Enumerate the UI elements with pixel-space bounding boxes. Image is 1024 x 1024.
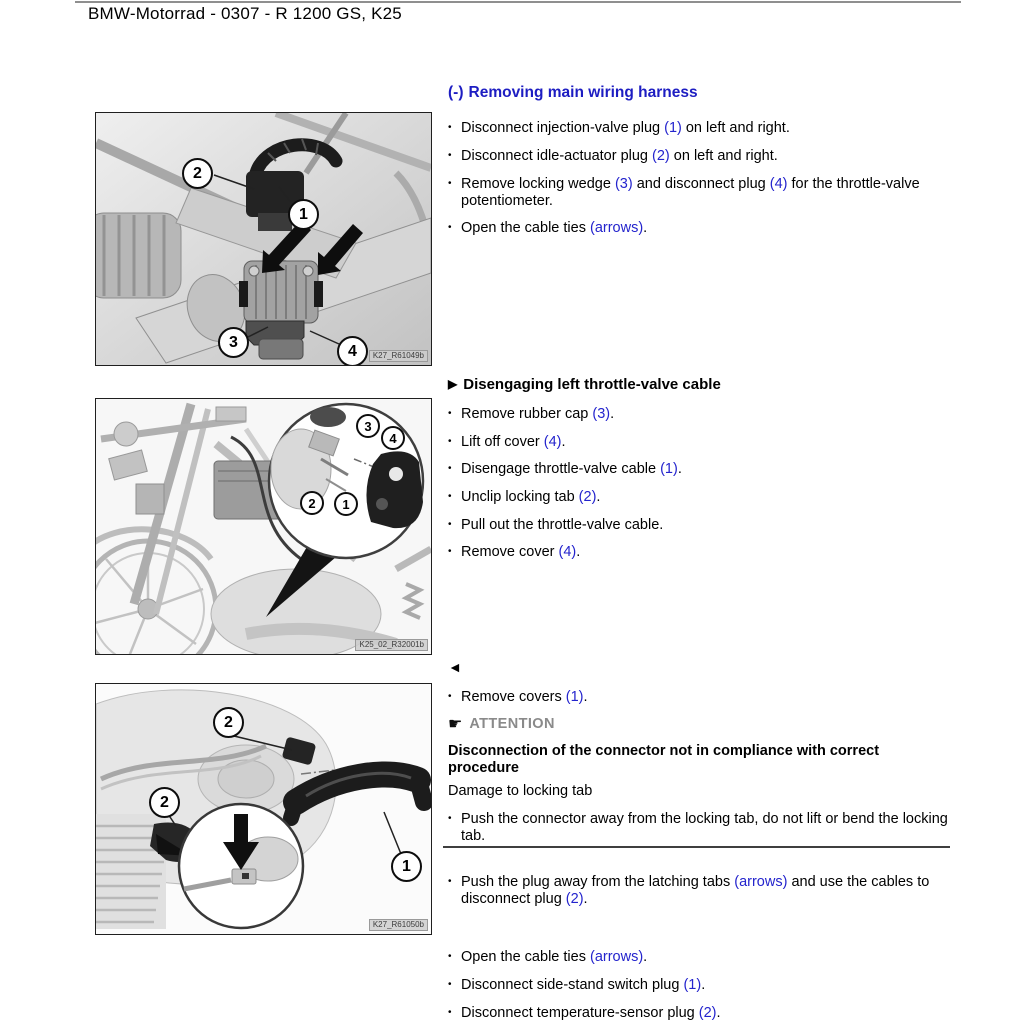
- text-segment: Remove rubber cap: [461, 406, 593, 422]
- text-segment: .: [677, 461, 682, 477]
- callout-2: 2: [182, 158, 213, 189]
- figure-watermark: K27_R61050b: [369, 919, 428, 931]
- bullet-marker: •: [448, 691, 452, 702]
- text-segment: Open the cable ties: [461, 220, 590, 236]
- bullet-marker: •: [448, 222, 452, 233]
- pointing-hand-icon: ☛: [448, 716, 463, 733]
- list-item: [448, 517, 965, 534]
- text-segment: .: [610, 406, 615, 422]
- figure-watermark: K27_R61049b: [369, 350, 428, 362]
- bullet-marker: •: [448, 122, 452, 133]
- list-item: [448, 1005, 965, 1022]
- text-segment: .: [596, 489, 601, 505]
- throttle-body-illustration: [96, 113, 431, 365]
- part-reference-link[interactable]: (arrows): [734, 874, 788, 890]
- text-segment: Disconnect idle-actuator plug: [461, 148, 653, 164]
- instruction-text: [461, 874, 953, 908]
- text-segment: on left and right.: [669, 148, 778, 164]
- expand-marker[interactable]: ▶: [448, 377, 458, 391]
- text-segment: Unclip locking tab: [461, 489, 579, 505]
- list-item: [448, 489, 965, 506]
- bullet-marker: •: [448, 491, 452, 502]
- list-item: [448, 120, 965, 137]
- section-heading-removing-harness: [448, 84, 965, 101]
- list-item: [448, 949, 965, 966]
- header-divider: [75, 1, 961, 3]
- part-reference-link[interactable]: (1): [660, 461, 678, 477]
- part-reference-link[interactable]: (1): [664, 120, 682, 136]
- part-reference-link[interactable]: (2): [652, 148, 670, 164]
- list-item: [448, 977, 965, 994]
- part-reference-link[interactable]: (2): [578, 489, 597, 505]
- list-item: [448, 148, 965, 165]
- text-segment: Open the cable ties: [461, 949, 590, 965]
- collapse-toggle[interactable]: (-): [448, 84, 464, 101]
- text-segment: .: [643, 220, 648, 236]
- text-segment: .: [576, 544, 581, 560]
- instruction-text: [461, 489, 965, 506]
- part-reference-link[interactable]: (1): [683, 977, 702, 993]
- instruction-text: [461, 1005, 965, 1022]
- instruction-text: [461, 517, 965, 534]
- part-reference-link[interactable]: (1): [565, 689, 584, 705]
- list-item: [448, 434, 965, 451]
- callout-3: 3: [218, 327, 249, 358]
- bullet-marker: •: [448, 519, 452, 530]
- text-segment: Disengage throttle-valve cable: [461, 461, 661, 477]
- bullet-marker: •: [448, 436, 452, 447]
- bullet-marker: •: [448, 979, 452, 990]
- bullet-marker: •: [448, 546, 452, 557]
- section-heading-disengaging-cable: [448, 376, 965, 394]
- callout-4: 4: [381, 426, 405, 450]
- text-segment: Push the connector away from the locking tab, do not lift or bend the locking tab.: [461, 811, 948, 844]
- bullet-marker: •: [448, 813, 452, 824]
- text-segment: Lift off cover: [461, 434, 544, 450]
- section-title: Disengaging left throttle-valve cable: [463, 376, 721, 393]
- instruction-text: [461, 977, 965, 994]
- instruction-text: [461, 406, 965, 423]
- callout-1: 1: [334, 492, 358, 516]
- bullet-marker: •: [448, 951, 452, 962]
- list-item: [448, 689, 965, 706]
- attention-banner: [448, 716, 965, 733]
- list-item: [448, 220, 965, 237]
- attention-subtitle: Damage to locking tab: [448, 783, 593, 799]
- instruction-text: [461, 120, 965, 137]
- text-segment: Remove cover: [461, 544, 559, 560]
- instruction-text: [461, 949, 965, 966]
- part-reference-link[interactable]: (4): [558, 544, 577, 560]
- callout-1: 1: [288, 199, 319, 230]
- callout-2: 2: [300, 491, 324, 515]
- callout-3: 3: [356, 414, 380, 438]
- list-item: [448, 874, 965, 908]
- bullet-marker: •: [448, 463, 452, 474]
- list-item: [448, 811, 965, 845]
- instruction-text: [461, 176, 953, 210]
- text-segment: Disconnect injection-valve plug: [461, 120, 665, 136]
- text-segment: on left and right.: [681, 120, 790, 136]
- list-item: [448, 544, 965, 561]
- part-reference-link[interactable]: (2): [698, 1005, 717, 1021]
- bullet-marker: •: [448, 1007, 452, 1018]
- instruction-text: [461, 220, 965, 237]
- text-segment: Disconnect side-stand switch plug: [461, 977, 684, 993]
- callout-1: 1: [391, 851, 422, 882]
- text-segment: for the throttle-valve potentiometer.: [461, 176, 920, 209]
- part-reference-link[interactable]: (3): [592, 406, 611, 422]
- list-item: [448, 461, 965, 478]
- part-reference-link[interactable]: (2): [565, 891, 584, 907]
- bullet-marker: •: [448, 150, 452, 161]
- figure-throttle-body: [95, 112, 432, 366]
- list-item: [448, 406, 965, 423]
- section-title: Removing main wiring harness: [468, 84, 698, 101]
- instruction-text: [461, 461, 965, 478]
- text-segment: .: [583, 891, 588, 907]
- cylinder-head-illustration: [96, 684, 431, 934]
- part-reference-link[interactable]: (arrows): [589, 220, 644, 236]
- instruction-text: [461, 148, 965, 165]
- figure-cylinder-head-cover: [95, 683, 432, 935]
- text-segment: Remove covers: [461, 689, 566, 705]
- attention-title: Disconnection of the connector not in compliance with correct procedure: [448, 743, 880, 776]
- text-segment: Remove locking wedge: [461, 176, 615, 192]
- instruction-text: [461, 689, 965, 706]
- instruction-text: [461, 434, 965, 451]
- bullet-marker: •: [448, 408, 452, 419]
- text-segment: Push the plug away from the latching tabs: [461, 874, 735, 890]
- part-reference-link[interactable]: (4): [543, 434, 562, 450]
- text-segment: .: [561, 434, 566, 450]
- text-segment: and use the cables to disconnect plug: [461, 874, 930, 907]
- bullet-marker: •: [448, 876, 452, 887]
- text-segment: Disconnect temperature-sensor plug: [461, 1005, 699, 1021]
- document-title: BMW-Motorrad - 0307 - R 1200 GS, K25: [88, 4, 402, 23]
- text-segment: Pull out the throttle-valve cable.: [461, 517, 664, 533]
- part-reference-link[interactable]: (3): [614, 176, 633, 192]
- collapse-back-marker[interactable]: ◄: [448, 659, 462, 675]
- list-item: [448, 176, 965, 210]
- text-segment: and disconnect plug: [632, 176, 770, 192]
- text-segment: .: [643, 949, 648, 965]
- attention-label: ATTENTION: [469, 716, 555, 732]
- figure-watermark: K25_02_R32001b: [355, 639, 428, 651]
- callout-4: 4: [337, 336, 368, 366]
- figure-motorcycle-throttle-cable: [95, 398, 432, 655]
- instruction-text: [461, 544, 965, 561]
- part-reference-link[interactable]: (arrows): [589, 949, 644, 965]
- bullet-marker: •: [448, 178, 452, 189]
- text-segment: .: [716, 1005, 721, 1021]
- attention-divider: [443, 846, 950, 848]
- text-segment: .: [701, 977, 706, 993]
- instruction-text: [461, 811, 953, 845]
- callout-2: 2: [213, 707, 244, 738]
- callout-2: 2: [149, 787, 180, 818]
- part-reference-link[interactable]: (4): [769, 176, 788, 192]
- text-segment: .: [583, 689, 588, 705]
